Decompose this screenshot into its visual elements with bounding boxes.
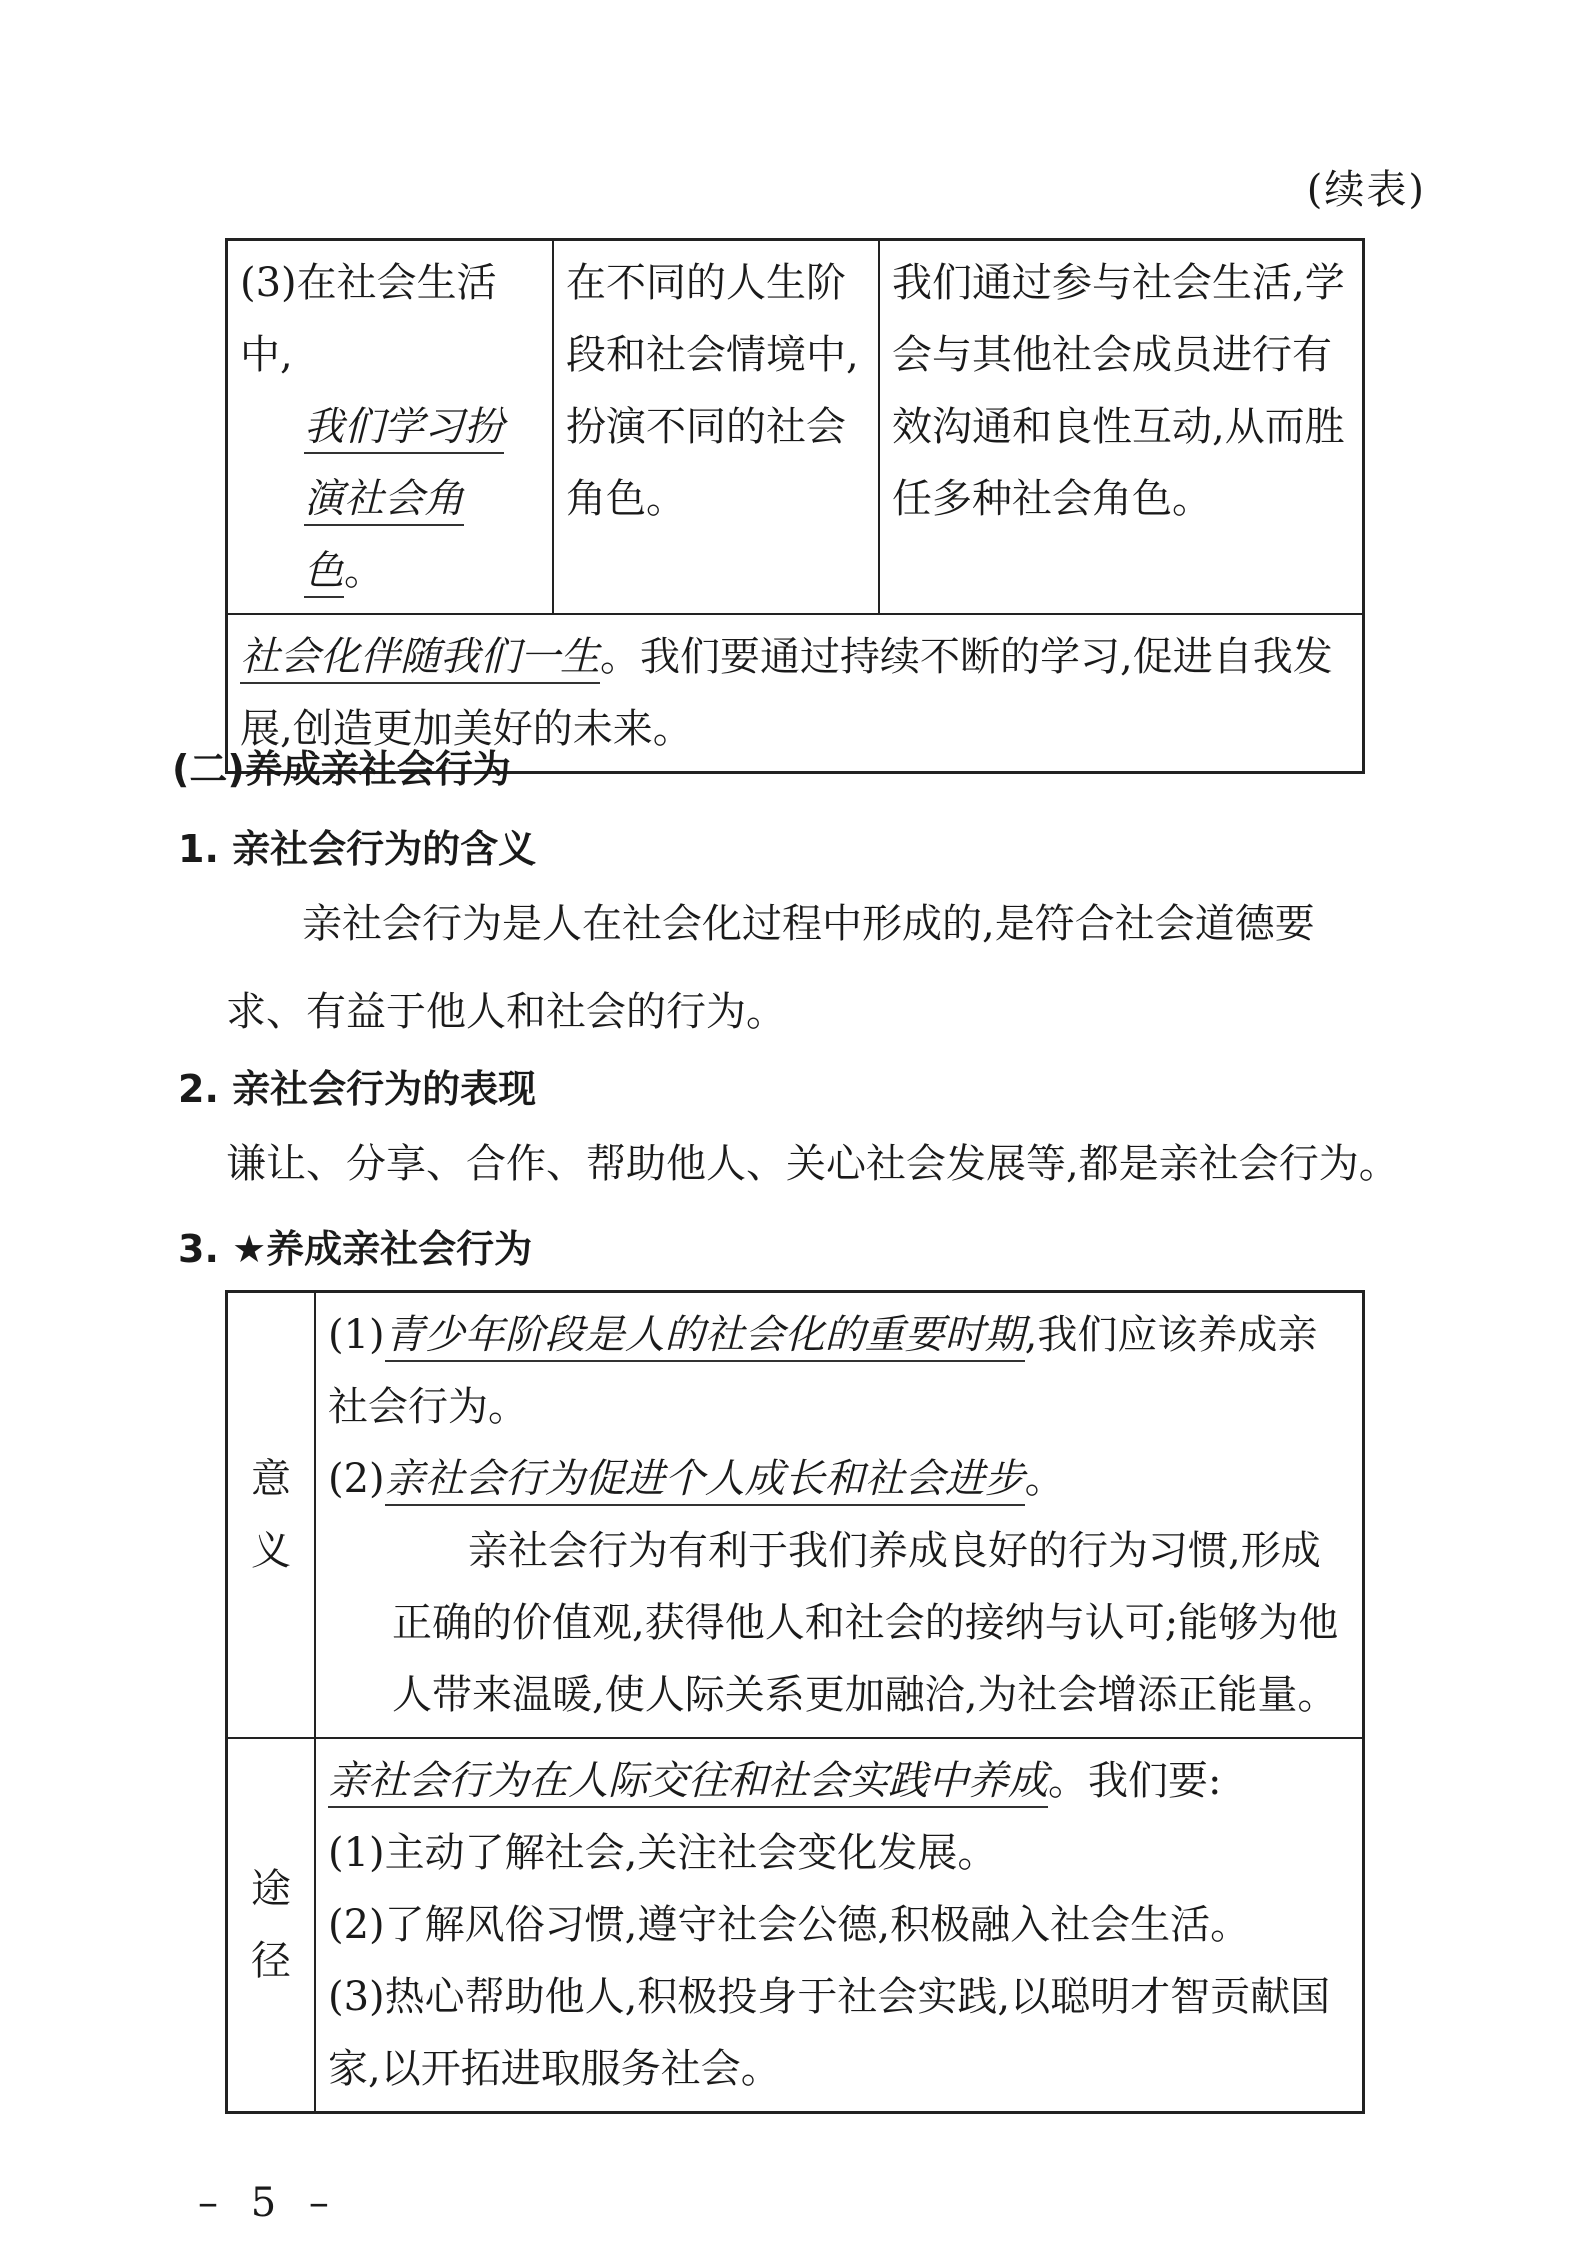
- table-row: [227, 240, 1364, 615]
- table-row: [227, 1292, 1364, 1739]
- item-text: ,我们应该养成亲社会行为。: [328, 1312, 1318, 1430]
- table-row: [227, 1738, 1364, 2113]
- paragraph-text: 亲社会行为是人在社会化过程中形成的,是符合社会道德要求、有益于他人和社会的行为。: [226, 901, 1315, 1035]
- handwritten-highlight: 社会化伴随我们一生: [240, 634, 600, 684]
- item-detail-block: [328, 1515, 1350, 1731]
- cell-continuation: [240, 391, 540, 607]
- list-item: (1)主动了解社会,关注社会变化发展。: [328, 1830, 998, 1876]
- summary-text: 。我们要通过持续不断的学习,促进自我发展,创造更加美好的未来。: [240, 634, 1333, 752]
- section-heading: (二)养成亲社会行为: [172, 747, 511, 791]
- prosocial-table: [225, 1290, 1365, 2114]
- page-number: – 5 –: [198, 2180, 339, 2226]
- handwritten-highlight: 亲社会行为在人际交往和社会实践中养成: [328, 1758, 1048, 1808]
- table-cell: [227, 240, 554, 615]
- item-prefix: (1): [328, 1312, 385, 1358]
- list-item: 热心帮助他人,积极投身于社会实践,以聪明才智贡献国家,以开拓进取服务社会。: [328, 1974, 1331, 2092]
- handwritten-highlight: 青少年阶段是人的社会化的重要时期: [385, 1312, 1025, 1362]
- table-cell: [315, 1292, 1364, 1739]
- item-prefix: (3): [328, 1974, 385, 2020]
- roles-table: [225, 238, 1365, 774]
- cell-suffix: 。: [344, 548, 384, 594]
- subsection-heading: 2. 亲社会行为的表现: [178, 1067, 537, 1111]
- cell-prefix: (3)在社会生活中,: [240, 260, 497, 378]
- item-suffix: 。: [1024, 1456, 1065, 1502]
- item-detail: 亲社会行为有利于我们养成良好的行为习惯,形成正确的价值观,获得他人和社会的接纳与认可;能够为他人带来温暖,使人际关系更加融洽,为社会增添正能量。: [392, 1528, 1339, 1718]
- list-item: (2)了解风俗习惯,遵守社会公德,积极融入社会生活。: [328, 1902, 1251, 1948]
- row-label: 途径: [227, 1738, 316, 2113]
- intro-text: 。我们要:: [1048, 1758, 1222, 1804]
- row-label: 意义: [227, 1292, 316, 1739]
- continuation-label: (续表): [1306, 167, 1426, 213]
- table-cell: [315, 1738, 1364, 2113]
- subsection-heading: 1. 亲社会行为的含义: [178, 827, 537, 871]
- table-cell: 在不同的人生阶段和社会情境中,扮演不同的社会角色。: [553, 240, 879, 615]
- table-cell: 我们通过参与社会生活,学会与其他社会成员进行有效沟通和良性互动,从而胜任多种社会角色。: [879, 240, 1364, 615]
- handwritten-highlight: 亲社会行为促进个人成长和社会进步: [385, 1456, 1025, 1506]
- paragraph: 谦让、分享、合作、帮助他人、关心社会发展等,都是亲社会行为。: [226, 1141, 1399, 1187]
- handwritten-highlight: 我们学习扮演社会角色: [304, 404, 504, 598]
- item-prefix: (2): [328, 1456, 385, 1502]
- paragraph: [226, 880, 1376, 1056]
- subsection-heading: 3. ★养成亲社会行为: [178, 1227, 533, 1271]
